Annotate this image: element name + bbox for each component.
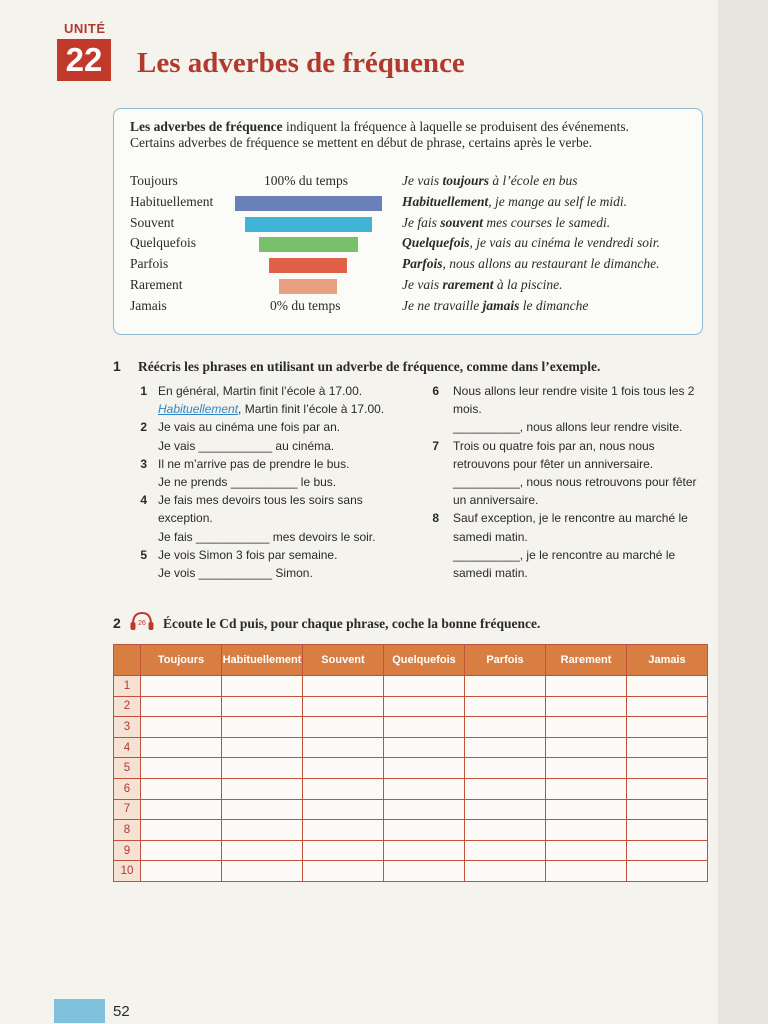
check-cell[interactable]	[222, 778, 303, 799]
check-cell[interactable]	[546, 799, 627, 820]
example-text: le dimanche	[519, 297, 589, 313]
row-number: 2	[114, 696, 141, 717]
column-header: Toujours	[141, 645, 222, 676]
example-adverb: Quelquefois	[402, 235, 470, 251]
item-text: Je vais au cinéma une fois par an.	[158, 420, 341, 435]
example-text: à la piscine.	[493, 277, 563, 292]
item-text: mois.	[453, 402, 482, 417]
check-cell[interactable]	[384, 861, 465, 882]
example-text: mes courses le samedi.	[483, 214, 611, 230]
unit-label: UNITÉ	[64, 21, 106, 36]
frequency-bar	[269, 258, 347, 273]
check-cell[interactable]	[222, 820, 303, 841]
check-cell[interactable]	[222, 676, 303, 697]
row-number: 7	[114, 799, 141, 820]
check-cell[interactable]	[546, 717, 627, 738]
example-text: Je ne travaille	[402, 297, 483, 313]
frequency-bar	[235, 196, 382, 211]
item-number: 8	[432, 511, 439, 526]
example-adverb: rarement	[442, 277, 494, 292]
check-cell[interactable]	[546, 778, 627, 799]
check-cell[interactable]	[627, 737, 708, 758]
check-cell[interactable]	[546, 737, 627, 758]
intro-line-1: Les adverbes de fréquence indiquent la fréquence à laquelle se produisent des événements.	[130, 119, 629, 134]
unit-number-badge: 22	[57, 39, 111, 81]
adverb-label: Rarement	[130, 277, 183, 292]
check-cell[interactable]	[141, 861, 222, 882]
check-cell[interactable]	[384, 778, 465, 799]
exercise-2-instruction: Écoute le Cd puis, pour chaque phrase, coche la bonne fréquence.	[163, 616, 541, 631]
table-header-row	[114, 645, 708, 676]
pct-top-label: 100% du temps	[264, 173, 348, 188]
item-text: retrouvons pour fêter un anniversaire.	[453, 456, 654, 471]
check-cell[interactable]	[627, 696, 708, 717]
check-cell[interactable]	[546, 840, 627, 861]
column-header: Rarement	[546, 645, 627, 676]
intro-line-2: Certains adverbes de fréquence se mettent en début de phrase, certains après le verbe.	[130, 135, 593, 150]
exercise-1-instruction: Réécris les phrases en utilisant un adverbe de fréquence, comme dans l’exemple.	[138, 359, 601, 374]
item-number: 7	[432, 438, 439, 453]
check-cell[interactable]	[303, 840, 384, 861]
row-number: 4	[114, 737, 141, 758]
item-number: 1	[140, 384, 147, 398]
example-text: , je vais au cinéma le vendredi soir.	[469, 235, 660, 251]
check-cell[interactable]	[546, 696, 627, 717]
check-cell[interactable]	[141, 778, 222, 799]
frequency-bar	[279, 279, 337, 294]
check-cell[interactable]	[384, 696, 465, 717]
check-cell[interactable]	[384, 676, 465, 697]
item-number: 5	[140, 547, 147, 562]
check-cell[interactable]	[222, 696, 303, 717]
check-cell[interactable]	[465, 840, 546, 861]
item-text: Je fais mes devoirs tous les soirs sans	[158, 493, 363, 508]
item-text: En général, Martin finit l’école à 17.00.	[158, 384, 363, 398]
check-cell[interactable]	[303, 717, 384, 738]
item-text: Trois ou quatre fois par an, nous nous	[453, 438, 655, 453]
table-row	[114, 676, 708, 697]
item-text: Sauf exception, je le rencontre au marché le	[453, 511, 688, 526]
check-cell[interactable]	[465, 676, 546, 697]
table-row	[114, 758, 708, 779]
check-cell[interactable]	[303, 737, 384, 758]
check-cell[interactable]	[303, 676, 384, 697]
check-cell[interactable]	[141, 737, 222, 758]
table-row	[114, 820, 708, 841]
check-cell[interactable]	[303, 820, 384, 841]
check-cell[interactable]	[141, 717, 222, 738]
row-number: 6	[114, 778, 141, 799]
exercise-1-number: 1	[113, 358, 121, 374]
check-cell[interactable]	[303, 861, 384, 882]
item-number: 6	[432, 384, 439, 398]
example-adverb: Parfois	[402, 256, 443, 272]
row-number: 3	[114, 717, 141, 738]
row-number: 9	[114, 840, 141, 861]
check-cell[interactable]	[546, 676, 627, 697]
item-text: Je vois ___________ Simon.	[158, 566, 313, 580]
check-cell[interactable]	[384, 737, 465, 758]
adverb-example	[402, 235, 660, 251]
example-text: à l’école en bus	[489, 173, 578, 188]
item-text	[158, 400, 384, 418]
item-text: Il ne m’arrive pas de prendre le bus.	[158, 456, 350, 471]
adverb-label: Quelquefois	[130, 235, 196, 251]
example-text: Je vais	[402, 277, 443, 292]
check-cell[interactable]	[384, 840, 465, 861]
check-cell[interactable]	[141, 820, 222, 841]
item-text: __________, nous allons leur rendre visite.	[453, 420, 683, 435]
adverb-label: Souvent	[130, 214, 175, 230]
check-cell[interactable]	[222, 717, 303, 738]
adverb-label: Habituellement	[130, 193, 214, 209]
row-number: 5	[114, 758, 141, 779]
check-cell[interactable]	[384, 717, 465, 738]
check-cell[interactable]	[141, 758, 222, 779]
check-cell[interactable]	[465, 861, 546, 882]
check-cell[interactable]	[384, 799, 465, 820]
frequency-bar	[245, 217, 372, 232]
adverb-example	[402, 298, 588, 314]
check-cell[interactable]	[222, 737, 303, 758]
table-row	[114, 840, 708, 861]
example-text: , nous allons au restaurant le dimanche.	[442, 256, 660, 272]
table-row	[114, 778, 708, 799]
check-cell[interactable]	[546, 758, 627, 779]
check-cell[interactable]	[465, 758, 546, 779]
check-cell[interactable]	[222, 840, 303, 861]
example-adverb: jamais	[482, 297, 520, 313]
item-text: __________, je le rencontre au marché le	[453, 547, 676, 562]
check-cell[interactable]	[627, 676, 708, 697]
check-cell[interactable]	[222, 799, 303, 820]
check-cell[interactable]	[465, 820, 546, 841]
item-text: __________, nous nous retrouvons pour fêter	[453, 475, 697, 489]
item-number: 4	[140, 493, 147, 508]
adverb-example	[402, 277, 563, 293]
check-cell[interactable]	[627, 840, 708, 861]
item-text: exception.	[158, 511, 213, 526]
check-cell[interactable]	[141, 840, 222, 861]
table-row	[114, 799, 708, 820]
intro-bold-term: Les adverbes de fréquence	[130, 119, 283, 134]
check-cell[interactable]	[465, 778, 546, 799]
check-cell[interactable]	[465, 696, 546, 717]
check-cell[interactable]	[384, 820, 465, 841]
pct-bottom-label: 0% du temps	[270, 297, 341, 313]
check-cell[interactable]	[222, 861, 303, 882]
example-text: , je mange au self le midi.	[488, 193, 627, 209]
check-cell[interactable]	[627, 861, 708, 882]
item-number: 3	[140, 456, 147, 471]
check-cell[interactable]	[627, 778, 708, 799]
check-cell[interactable]	[141, 696, 222, 717]
item-text: Nous allons leur rendre visite 1 fois tous les 2	[453, 384, 695, 398]
example-text: Je vais	[402, 173, 443, 188]
adverb-label: Toujours	[130, 173, 178, 188]
column-header: Souvent	[303, 645, 384, 676]
page-title: Les adverbes de fréquence	[137, 47, 465, 79]
column-header: Jamais	[627, 645, 708, 676]
adverb-label: Jamais	[130, 297, 167, 313]
row-number: 1	[114, 676, 141, 697]
audio-track-number: 26	[138, 620, 146, 627]
check-cell[interactable]	[546, 861, 627, 882]
check-cell[interactable]	[627, 717, 708, 738]
column-header: Parfois	[465, 645, 546, 676]
check-cell[interactable]	[627, 758, 708, 779]
check-cell[interactable]	[627, 799, 708, 820]
adverb-label: Parfois	[130, 256, 169, 272]
item-text: Je vais ___________ au cinéma.	[158, 438, 335, 453]
item-text: Je vois Simon 3 fois par semaine.	[158, 547, 338, 562]
check-cell[interactable]	[222, 758, 303, 779]
frequency-bar	[259, 237, 358, 252]
table-body	[114, 676, 708, 882]
check-cell[interactable]	[141, 676, 222, 697]
item-text: samedi matin.	[453, 529, 528, 544]
check-cell[interactable]	[627, 820, 708, 841]
check-cell[interactable]	[546, 820, 627, 841]
frequency-check-table	[113, 644, 708, 882]
check-cell[interactable]	[465, 799, 546, 820]
check-cell[interactable]	[303, 778, 384, 799]
item-text: un anniversaire.	[453, 493, 539, 508]
example-text: Je fais	[402, 214, 441, 230]
item-text: samedi matin.	[453, 566, 528, 580]
table-row	[114, 737, 708, 758]
check-cell[interactable]	[465, 717, 546, 738]
example-answer: Habituellement	[158, 402, 239, 417]
example-adverb: Habituellement	[402, 193, 489, 209]
check-cell[interactable]	[141, 799, 222, 820]
exercise-2-number: 2	[113, 615, 121, 631]
table-row	[114, 717, 708, 738]
adverb-example	[402, 215, 610, 231]
item-text: Je fais ___________ mes devoirs le soir.	[158, 529, 376, 544]
item-number: 2	[140, 420, 147, 435]
page-edge	[718, 0, 768, 1024]
table-row	[114, 696, 708, 717]
example-adverb: toujours	[442, 173, 490, 188]
item-text: Je ne prends __________ le bus.	[158, 475, 337, 489]
row-number: 8	[114, 820, 141, 841]
check-cell[interactable]	[303, 799, 384, 820]
page-number-bar	[54, 999, 105, 1023]
adverb-example	[402, 173, 577, 189]
table-corner	[114, 645, 141, 676]
page-number: 52	[113, 1003, 130, 1020]
example-adverb: souvent	[440, 214, 484, 230]
column-header: Habituellement	[222, 645, 303, 676]
check-cell[interactable]	[303, 696, 384, 717]
headphones-audio-icon[interactable]	[128, 610, 156, 632]
check-cell[interactable]	[384, 758, 465, 779]
item-rest: , Martin finit l’école à 17.00.	[238, 402, 385, 417]
table-row	[114, 861, 708, 882]
check-cell[interactable]	[303, 758, 384, 779]
adverb-example	[402, 194, 627, 210]
check-cell[interactable]	[465, 737, 546, 758]
column-header: Quelquefois	[384, 645, 465, 676]
row-number: 10	[114, 861, 141, 882]
adverb-example	[402, 256, 660, 272]
